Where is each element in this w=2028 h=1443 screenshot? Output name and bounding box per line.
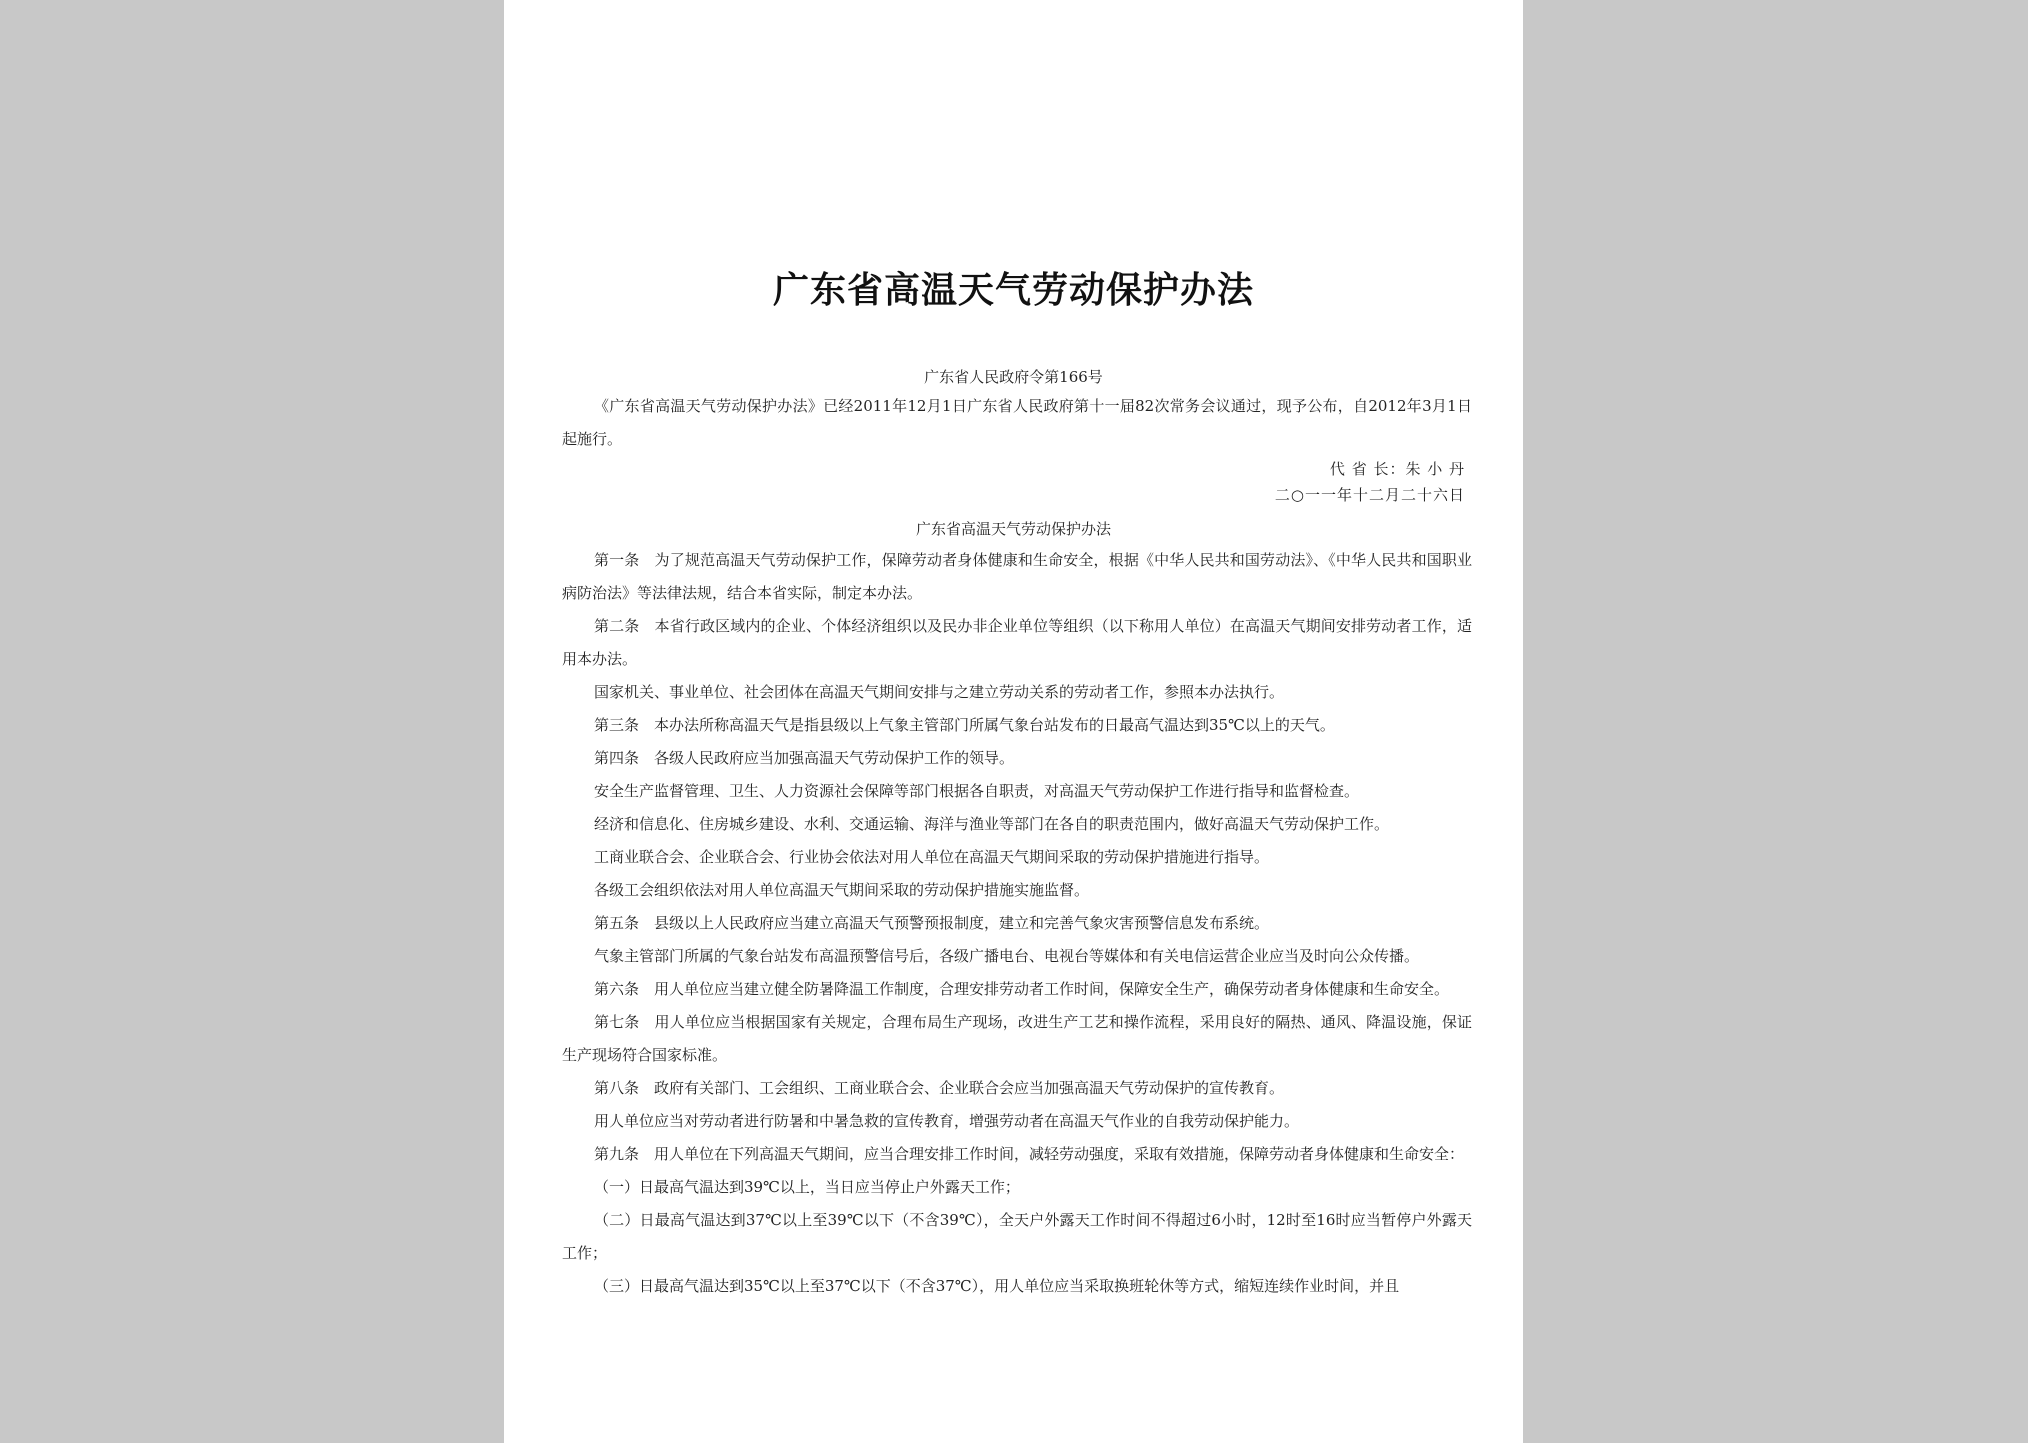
paragraph: （二）日最高气温达到37℃以上至39℃以下（不含39℃），全天户外露天工作时间不得超过6小时，12时至16时应当暂停户外露天工作；	[562, 1211, 1472, 1262]
paragraph: 第四条 各级人民政府应当加强高温天气劳动保护工作的领导。	[594, 749, 1015, 767]
intro-block	[562, 390, 1472, 456]
paragraph: 各级工会组织依法对用人单位高温天气期间采取的劳动保护措施实施监督。	[594, 881, 1090, 899]
intro-paragraph: 《广东省高温天气劳动保护办法》已经2011年12月1日广东省人民政府第十一届82次常务会议通过，现予公布，自2012年3月1日起施行。	[562, 397, 1472, 448]
paragraph: 气象主管部门所属的气象台站发布高温预警信号后，各级广播电台、电视台等媒体和有关电信运营企业应当及时向公众传播。	[594, 947, 1420, 965]
paragraph: 国家机关、事业单位、社会团体在高温天气期间安排与之建立劳动关系的劳动者工作，参照本办法执行。	[594, 683, 1285, 701]
paragraph: 工商业联合会、企业联合会、行业协会依法对用人单位在高温天气期间采取的劳动保护措施进行指导。	[594, 848, 1270, 866]
paragraph: 第六条 用人单位应当建立健全防暑降温工作制度，合理安排劳动者工作时间，保障安全生产，确保劳动者身体健康和生命安全。	[594, 980, 1450, 998]
paragraph: 用人单位应当对劳动者进行防暑和中暑急救的宣传教育，增强劳动者在高温天气作业的自我劳动保护能力。	[594, 1112, 1300, 1130]
paragraph: 安全生产监督管理、卫生、人力资源社会保障等部门根据各自职责，对高温天气劳动保护工作进行指导和监督检查。	[594, 782, 1360, 800]
signer: 代 省 长：朱 小 丹	[1329, 460, 1465, 478]
document-subtitle: 广东省高温天气劳动保护办法	[915, 520, 1111, 538]
paragraph: 第九条 用人单位在下列高温天气期间，应当合理安排工作时间，减轻劳动强度，采取有效措施，保障劳动者身体健康和生命安全：	[594, 1145, 1465, 1163]
paragraph: 第八条 政府有关部门、工会组织、工商业联合会、企业联合会应当加强高温天气劳动保护的宣传教育。	[594, 1079, 1285, 1097]
sign-date: 二○一一年十二月二十六日	[1274, 486, 1465, 504]
body-text	[562, 544, 1472, 1303]
decree-number: 广东省人民政府令第166号	[924, 368, 1103, 386]
paragraph: 第一条 为了规范高温天气劳动保护工作，保障劳动者身体健康和生命安全，根据《中华人民共和国劳动法》、《中华人民共和国职业病防治法》等法律法规，结合本省实际，制定本办法。	[562, 551, 1472, 602]
paragraph: （三）日最高气温达到35℃以上至37℃以下（不含37℃），用人单位应当采取换班轮休等方式，缩短连续作业时间，并且	[594, 1277, 1400, 1295]
document-title: 广东省高温天气劳动保护办法	[772, 269, 1254, 311]
paragraph: 第五条 县级以上人民政府应当建立高温天气预警预报制度，建立和完善气象灾害预警信息发布系统。	[594, 914, 1270, 932]
paragraph: 第七条 用人单位应当根据国家有关规定，合理布局生产现场，改进生产工艺和操作流程，采用良好的隔热、通风、降温设施，保证生产现场符合国家标准。	[562, 1013, 1472, 1064]
paragraph: （一）日最高气温达到39℃以上，当日应当停止户外露天工作；	[594, 1178, 1020, 1196]
document-page	[504, 0, 1523, 1443]
paragraph: 经济和信息化、住房城乡建设、水利、交通运输、海洋与渔业等部门在各自的职责范围内，做好高温天气劳动保护工作。	[594, 815, 1390, 833]
paragraph: 第三条 本办法所称高温天气是指县级以上气象主管部门所属气象台站发布的日最高气温达到35℃以上的天气。	[594, 716, 1335, 734]
paragraph: 第二条 本省行政区域内的企业、个体经济组织以及民办非企业单位等组织（以下称用人单位）在高温天气期间安排劳动者工作，适用本办法。	[562, 617, 1472, 668]
